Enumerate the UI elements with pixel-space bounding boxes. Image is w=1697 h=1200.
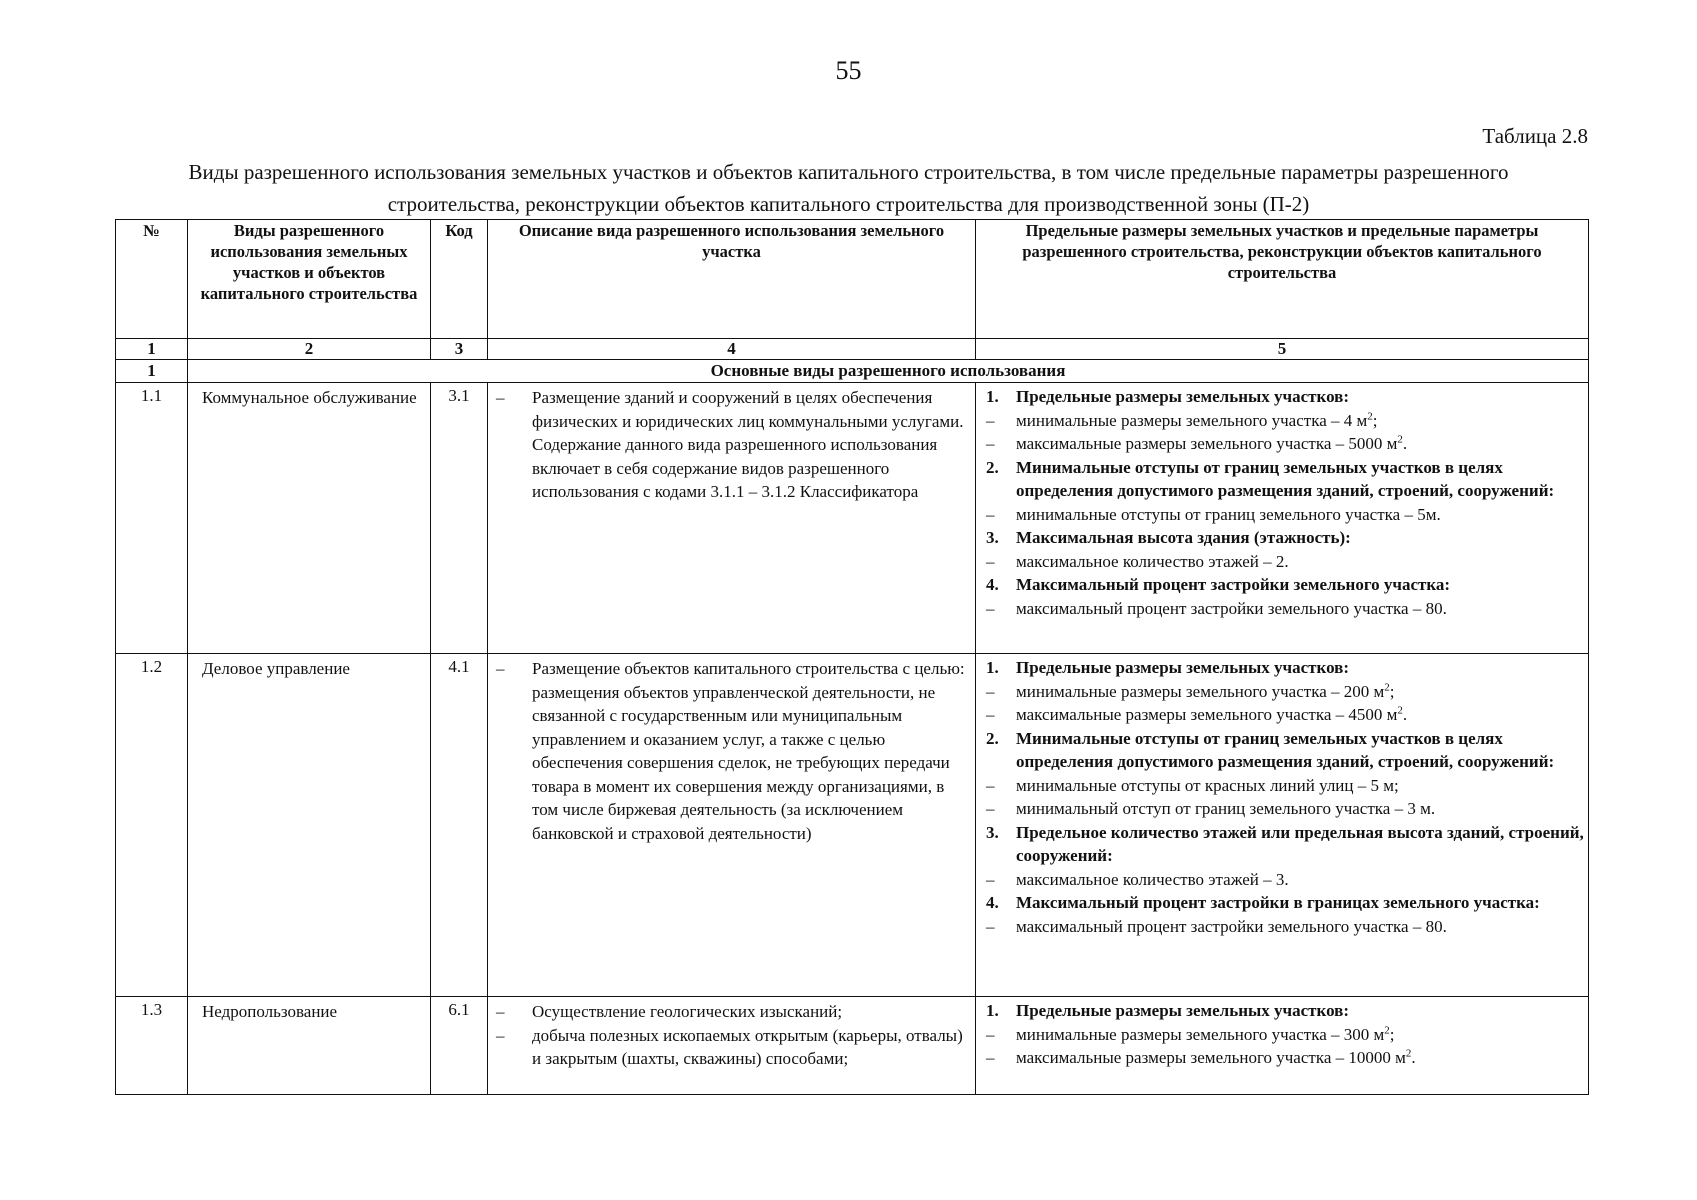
description-item	[496, 1000, 969, 1024]
dash-marker: –	[496, 659, 505, 678]
param-text: максимальные размеры земельного участка – 10000 $м^2$.	[1016, 1047, 1416, 1067]
param-marker: 4.	[986, 575, 999, 594]
dash-marker: –	[496, 1025, 505, 1045]
param-text: Предельное количество этажей или предельная высота зданий, строений, сооружений:	[1016, 822, 1584, 865]
param-heading	[986, 526, 1584, 550]
land-use-table	[115, 219, 1589, 1095]
description-text: Размещение объектов капитального строительства с целью: размещения объектов управленческой деятельности, не связанной с государственным или муниципальным управлением и оказанием услуг, а также с целью обеспечения совершения сделок, не требующих передачи товара в момент их совершения между организациями, в том числе биржевая деятельность (за исключением банковской и страховой деятельности)	[532, 659, 965, 843]
param-marker: –	[986, 681, 995, 701]
param-text: Максимальный процент застройки в границах земельного участка:	[1016, 893, 1540, 912]
param-text: максимальные размеры земельного участка – 4500 $м^2$.	[1016, 704, 1408, 724]
row-description	[488, 383, 976, 654]
param-heading	[986, 821, 1584, 868]
table-title: Виды разрешенного использования земельных участков и объектов капитального строительства, в том числе предельные параметры разрешенного строительства, реконструкции объектов капитального строительства для производственной зоны (П-2)	[188, 160, 1509, 216]
param-marker: –	[986, 869, 995, 889]
param-text: Минимальные отступы от границ земельных участков в целях определения допустимого размещения зданий, строений, сооружений:	[1016, 728, 1555, 771]
superscript: 2	[1384, 1023, 1390, 1036]
description-text: добыча полезных ископаемых открытым (карьеры, отвалы) и закрытым (шахты, скважины) способами;	[532, 1025, 963, 1068]
param-marker: –	[986, 775, 995, 795]
column-number: 1	[116, 339, 188, 360]
superscript: 2	[1367, 409, 1373, 422]
param-heading	[986, 727, 1584, 774]
param-marker: –	[986, 799, 995, 818]
superscript: 2	[1397, 704, 1403, 717]
dash-marker: –	[496, 1002, 505, 1021]
row-code: 3.1	[431, 383, 488, 654]
superscript: 2	[1405, 1047, 1412, 1060]
superscript: 2	[1384, 680, 1390, 693]
row-number: 1.2	[116, 654, 188, 997]
param-text: Максимальная высота здания (этажность):	[1016, 528, 1351, 547]
param-item	[986, 409, 1584, 433]
superscript: 2	[1397, 433, 1403, 446]
row-params	[976, 997, 1589, 1095]
dash-marker: –	[496, 388, 505, 407]
param-heading	[986, 999, 1584, 1023]
description-text: Размещение зданий и сооружений в целях обеспечения физических и юридических лиц коммунальными услугами. Содержание данного вида разрешенного использования включает в себя содержание видов разрешенного использования с кодами 3.1.1 – 3.1.2 Классификатора	[532, 388, 964, 501]
header-description: Описание вида разрешенного использования земельного участка	[488, 220, 976, 339]
param-text: минимальные размеры земельного участка – 300 $м^2$;	[1016, 1023, 1395, 1044]
param-text: максимальное количество этажей – 2.	[1016, 551, 1289, 571]
column-number: 4	[488, 339, 976, 360]
row-params	[976, 383, 1589, 654]
param-marker: –	[986, 598, 995, 618]
param-marker: 1.	[986, 387, 999, 406]
table-number: Таблица 2.8	[1482, 124, 1588, 148]
param-marker: 1.	[986, 658, 999, 677]
header-row	[116, 220, 1589, 339]
row-description	[488, 997, 976, 1095]
param-text: максимальный процент застройки земельного участка – 80.	[1016, 916, 1447, 936]
param-item	[986, 703, 1584, 727]
param-marker: –	[986, 551, 995, 571]
row-description	[488, 654, 976, 997]
param-marker: –	[986, 1024, 995, 1044]
param-marker: –	[986, 434, 995, 453]
row-use-name: Коммунальное обслуживание	[188, 383, 431, 654]
param-text: минимальные размеры земельного участка – 4 $м^2$;	[1016, 409, 1378, 430]
param-item	[986, 680, 1584, 704]
param-text: минимальные отступы от границ земельного участка – 5м.	[1016, 504, 1441, 524]
param-text: минимальные размеры земельного участка – 200 $м^2$;	[1016, 680, 1395, 701]
column-number: 5	[976, 339, 1589, 360]
param-marker: –	[986, 1048, 995, 1067]
param-item	[986, 774, 1584, 798]
param-heading	[986, 891, 1584, 915]
param-item	[986, 432, 1584, 456]
param-text: Минимальные отступы от границ земельных участков в целях определения допустимого размещения зданий, строений, сооружений:	[1016, 457, 1555, 500]
row-use-name: Деловое управление	[188, 654, 431, 997]
table-row	[116, 383, 1589, 654]
param-marker: –	[986, 504, 995, 524]
param-marker: 2.	[986, 728, 999, 748]
param-text: Максимальный процент застройки земельного участка:	[1016, 575, 1451, 594]
section-row	[116, 360, 1589, 383]
row-code: 6.1	[431, 997, 488, 1095]
param-heading	[986, 456, 1584, 503]
param-text: максимальный процент застройки земельного участка – 80.	[1016, 598, 1447, 618]
param-text: минимальные отступы от красных линий улиц – 5 м;	[1016, 775, 1399, 795]
param-marker: –	[986, 916, 995, 936]
description-text: Осуществление геологических изысканий;	[532, 1002, 843, 1021]
param-text: максимальные размеры земельного участка – 5000 $м^2$.	[1016, 433, 1408, 453]
param-marker: 4.	[986, 893, 999, 912]
page-number: 55	[835, 56, 862, 85]
section-label: Основные виды разрешенного использования	[188, 360, 1589, 383]
column-number-row	[116, 339, 1589, 360]
param-item	[986, 503, 1584, 527]
param-item	[986, 1046, 1584, 1070]
header-code: Код	[431, 220, 488, 339]
description-item	[496, 386, 969, 504]
column-number: 3	[431, 339, 488, 360]
row-use-name: Недропользование	[188, 997, 431, 1095]
row-code: 4.1	[431, 654, 488, 997]
param-marker: 1.	[986, 1001, 999, 1020]
param-heading	[986, 656, 1584, 680]
table-body	[116, 383, 1589, 1095]
param-marker: –	[986, 705, 995, 724]
param-text: минимальный отступ от границ земельного участка – 3 м.	[1016, 799, 1436, 818]
description-item	[496, 657, 969, 845]
param-heading	[986, 573, 1584, 597]
table-row	[116, 654, 1589, 997]
param-item	[986, 597, 1584, 621]
param-marker: 2.	[986, 457, 999, 477]
row-number: 1.3	[116, 997, 188, 1095]
param-item	[986, 868, 1584, 892]
param-item	[986, 1023, 1584, 1047]
section-number: 1	[116, 360, 188, 383]
column-number: 2	[188, 339, 431, 360]
param-item	[986, 550, 1584, 574]
table-row	[116, 997, 1589, 1095]
param-item	[986, 797, 1584, 821]
row-number: 1.1	[116, 383, 188, 654]
param-text: Предельные размеры земельных участков:	[1016, 1001, 1350, 1020]
row-params	[976, 654, 1589, 997]
param-text: Предельные размеры земельных участков:	[1016, 658, 1350, 677]
header-no: №	[116, 220, 188, 339]
param-marker: –	[986, 410, 995, 430]
description-item	[496, 1024, 969, 1071]
param-marker: 3.	[986, 822, 999, 842]
param-heading	[986, 385, 1584, 409]
header-kind: Виды разрешенного использования земельных участков и объектов капитального строительства	[188, 220, 431, 339]
header-params: Предельные размеры земельных участков и предельные параметры разрешенного строительства, реконструкции объектов капитального строительства	[976, 220, 1589, 339]
param-marker: 3.	[986, 528, 999, 547]
param-item	[986, 915, 1584, 939]
param-text: Предельные размеры земельных участков:	[1016, 387, 1350, 406]
param-text: максимальное количество этажей – 3.	[1016, 869, 1289, 889]
